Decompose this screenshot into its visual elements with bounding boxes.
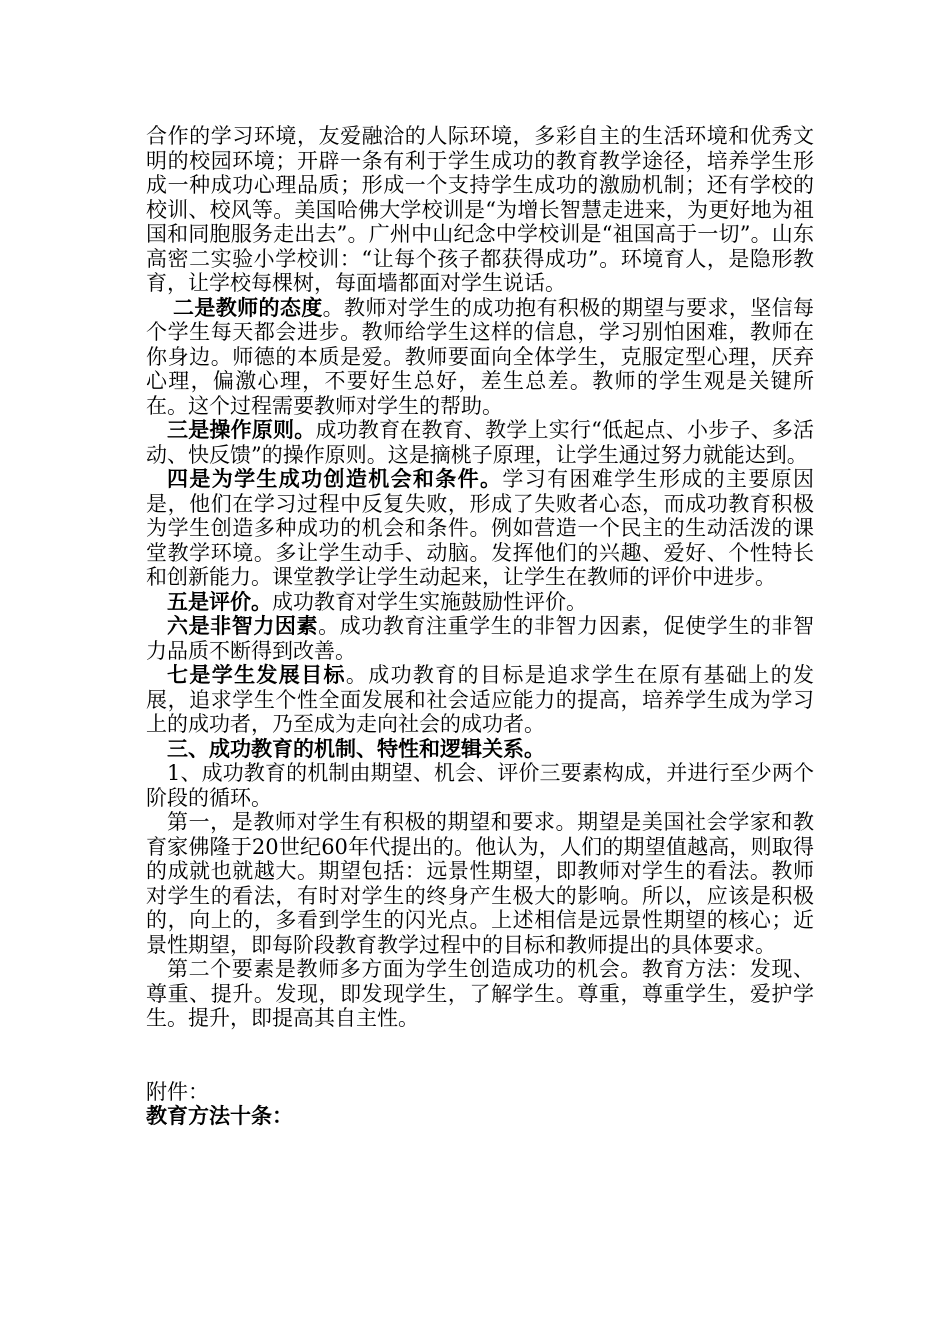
paragraph-text: 合作的学习环境，友爱融洽的人际环境，多彩自主的生活环境和优秀文明的校园环境；开辟一条有利于学生成功的教育教学途径，培养学生形成一种成功心理品质；形成一个支持学生成功的激励机制；还有学校的校训、校风等。美国哈佛大学校训是“为增长智慧走进来，为更好地为祖国和同胞服务走出去”。广州中山纪念中学校训是“祖国高于一切”。山东高密二实验小学校训：“让每个孩子都获得成功”。环境育人，是隐形教育，让学校每棵树，每面墙都面对学生说话。	[146, 124, 814, 295]
paragraph-development-goal	[146, 663, 814, 737]
paragraph-opportunity	[146, 467, 814, 590]
paragraph-text: 。成功教育的目标是追求学生在原有基础上的发展，追求学生个性全面发展和社会适应能力的提高，培养学生成为学习上的成功者，乃至成为走向社会的成功者。	[146, 663, 815, 736]
paragraph-opportunity-element	[146, 957, 814, 1031]
blank-space	[146, 1031, 814, 1080]
paragraph-environment	[146, 124, 814, 296]
paragraph-text: 成功教育对学生实施鼓励性评价。	[272, 589, 587, 614]
paragraph-text: 。教师对学生的成功抱有积极的期望与要求，坚信每个学生每天都会进步。教师给学生这样的信息，学习别怕困难，教师在你身边。师德的本质是爱。教师要面向全体学生，克服定型心理，厌弃心理，偏激心理，不要好生总好，差生总差。教师的学生观是关键所在。这个过程需要教师对学生的帮助。	[146, 295, 814, 418]
paragraph-heading: 六是非智力因素	[167, 613, 319, 638]
paragraph-expectation	[146, 810, 814, 957]
appendix-label: 附件：	[146, 1079, 209, 1104]
paragraph-operation-principle	[146, 418, 814, 467]
paragraph-text: 学习有困难学生形成的主要原因是，他们在学习过程中反复失败，形成了失败者心态，而成功教育积极为学生创造多种成功的机会和条件。例如营造一个民主的生动活泼的课堂教学环境。多让学生动手、动脑。发挥他们的兴趣、爱好、个性特长和创新能力。课堂教学让学生动起来，让学生在教师的评价中进步。	[146, 467, 815, 589]
paragraph-text: 第二个要素是教师多方面为学生创造成功的机会。教育方法：发现、尊重、提升。发现，即发现学生，了解学生。尊重，尊重学生，爱护学生。提升，即提高其自主性。	[146, 957, 814, 1030]
appendix-title: 教育方法十条：	[146, 1103, 293, 1128]
paragraph-mechanism	[146, 761, 814, 810]
paragraph-text: 第一，是教师对学生有积极的期望和要求。期望是美国社会学家和教育家佛隆于20世纪60年代提出的。他认为，人们的期望值越高，则取得的成就也就越大。期望包括：远景性期望，即教师对学生的看法。教师对学生的看法，有时对学生的终身产生极大的影响。所以，应该是积极的，向上的，多看到学生的闪光点。上述相信是远景性期望的核心；近景性期望，即每阶段教育教学过程中的目标和教师提出的具体要求。	[146, 810, 814, 957]
section-heading: 三、成功教育的机制、特性和逻辑关系。	[167, 735, 545, 761]
paragraph-heading: 五是评价。	[167, 588, 272, 614]
paragraph-heading: 四是为学生成功创造机会和条件。	[167, 466, 503, 491]
paragraph-evaluation	[146, 590, 814, 615]
paragraph-non-intellectual	[146, 614, 814, 663]
paragraph-teacher-attitude	[146, 296, 814, 419]
paragraph-text: 。成功教育注重学生的非智力因素，促使学生的非智力品质不断得到改善。	[146, 614, 815, 663]
paragraph-heading: 二是教师的态度	[173, 294, 323, 320]
paragraph-heading: 三是操作原则。	[167, 417, 316, 442]
paragraph-text: 1、成功教育的机制由期望、机会、评价三要素构成，并进行至少两个阶段的循环。	[146, 761, 814, 810]
document-page	[146, 124, 814, 1129]
section-heading-mechanism	[146, 737, 814, 762]
paragraph-heading: 七是学生发展目标	[167, 662, 346, 687]
paragraph-text: 成功教育在教育、教学上实行“低起点、小步子、多活动、快反馈”的操作原则。这是摘桃子原理，让学生通过努力就能达到。	[146, 418, 815, 467]
